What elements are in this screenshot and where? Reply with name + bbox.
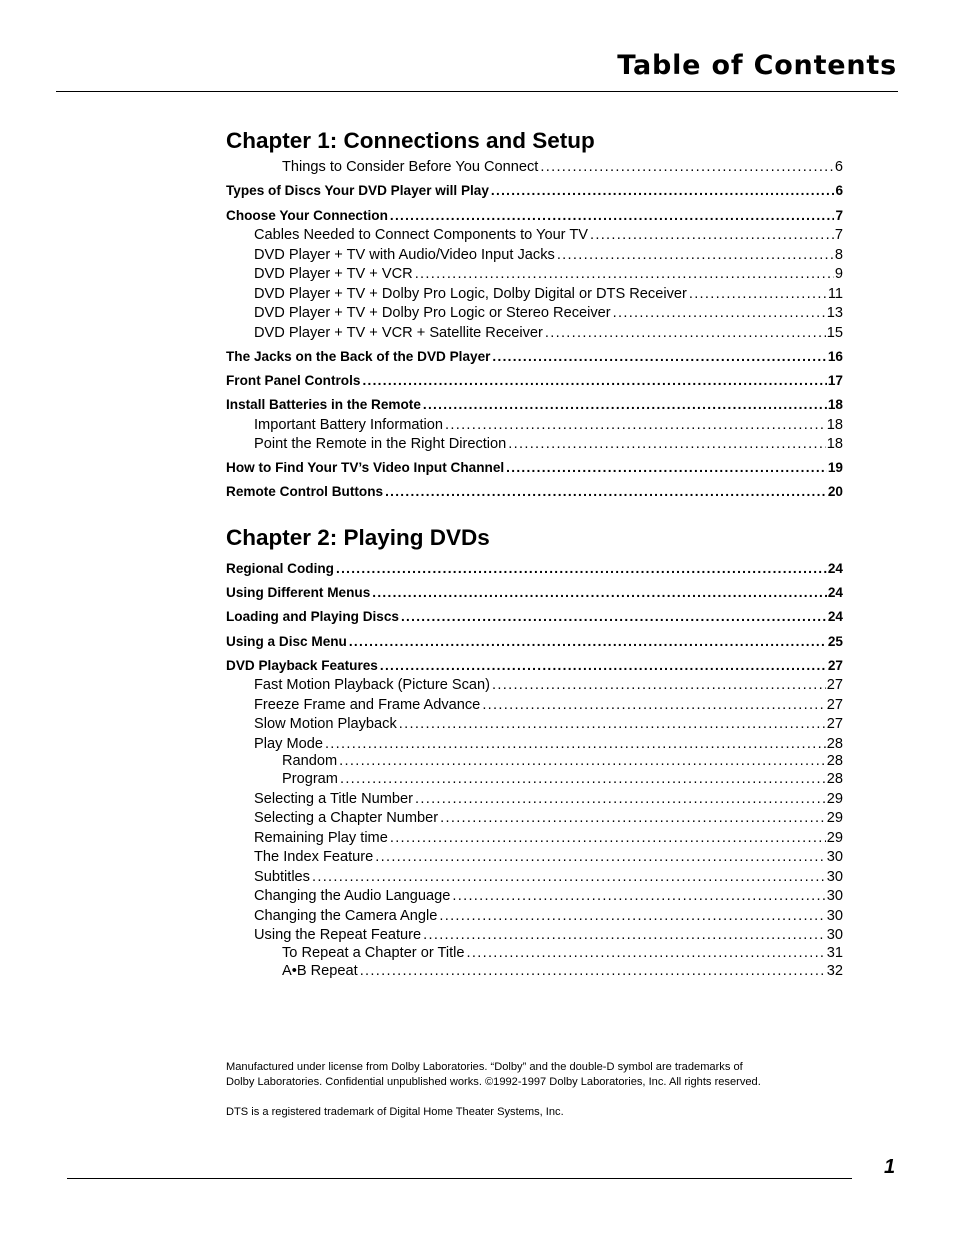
toc-entry[interactable] [254, 790, 843, 808]
toc-entry-title: Remote Control Buttons [226, 484, 384, 499]
toc-entry-page: 30 [826, 927, 843, 943]
toc-entry[interactable] [226, 608, 843, 626]
chapter-1-heading: Chapter 1: Connections and Setup [226, 128, 595, 153]
toc-entry-page: 31 [826, 945, 843, 961]
toc-entry[interactable] [254, 887, 843, 905]
leader-dots [372, 584, 827, 602]
toc-entry-title: Slow Motion Playback [254, 716, 397, 732]
toc-entry-page: 18 [826, 417, 843, 433]
toc-entry-page: 24 [827, 561, 843, 576]
toc-entry[interactable] [254, 285, 843, 303]
leader-dots [390, 207, 835, 225]
toc-entry-title: Random [282, 753, 338, 769]
toc-entry-title: Point the Remote in the Right Direction [254, 436, 507, 452]
toc-entry[interactable] [254, 265, 843, 283]
toc-entry-title: Front Panel Controls [226, 373, 361, 388]
toc-entry[interactable] [226, 584, 843, 602]
title-rule [56, 91, 898, 92]
leader-dots [439, 907, 825, 925]
toc-entry[interactable] [226, 633, 843, 651]
toc-entry[interactable] [226, 657, 843, 675]
leader-dots [590, 226, 834, 244]
toc-entry-page: 29 [826, 830, 843, 846]
dolby-notice-line-1: Manufactured under license from Dolby Laboratories. “Dolby” and the double-D symbol are trademarks of [226, 1061, 743, 1073]
leader-dots [545, 324, 826, 342]
toc-entry[interactable] [254, 809, 843, 827]
toc-entry-title: Selecting a Chapter Number [254, 810, 439, 826]
toc-entry[interactable] [226, 348, 843, 366]
leader-dots [401, 608, 827, 626]
toc-entry[interactable] [254, 907, 843, 925]
toc-entry-title: A•B Repeat [282, 963, 358, 979]
toc-entry[interactable] [254, 246, 843, 264]
toc-entry-page: 30 [826, 888, 843, 904]
leader-dots [482, 696, 825, 714]
leader-dots [415, 790, 826, 808]
toc-entry-title: Types of Discs Your DVD Player will Play [226, 183, 489, 198]
toc-entry-page: 7 [834, 227, 843, 243]
toc-entry-title: Fast Motion Playback (Picture Scan) [254, 677, 491, 693]
toc-entry-title: Play Mode [254, 736, 323, 752]
toc-entry-page: 19 [827, 460, 843, 475]
toc-entry-title: Changing the Camera Angle [254, 908, 438, 924]
dolby-notice-line-2: Dolby Laboratories. Confidential unpublished works. ©1992-1997 Dolby Laboratories, Inc. All rights reserved. [226, 1076, 761, 1088]
toc-entry[interactable] [254, 829, 843, 847]
toc-entry-page: 27 [826, 677, 843, 693]
toc-entry[interactable] [254, 676, 843, 694]
toc-entry[interactable] [282, 770, 843, 788]
leader-dots [312, 868, 826, 886]
toc-entry-page: 18 [827, 397, 843, 412]
leader-dots [540, 158, 834, 176]
leader-dots [390, 829, 826, 847]
toc-entry-title: Selecting a Title Number [254, 791, 413, 807]
toc-entry-page: 25 [827, 634, 843, 649]
leader-dots [423, 926, 826, 944]
toc-entry-page: 6 [834, 159, 843, 175]
toc-entry-title: DVD Player + TV + Dolby Pro Logic or Stereo Receiver [254, 305, 611, 321]
leader-dots [467, 944, 826, 962]
toc-entry[interactable] [282, 962, 843, 980]
toc-entry-title: How to Find Your TV’s Video Input Channel [226, 460, 505, 475]
toc-entry-title: Remaining Play time [254, 830, 388, 846]
leader-dots [362, 372, 826, 390]
toc-entry[interactable] [254, 926, 843, 944]
toc-entry-title: Important Battery Information [254, 417, 443, 433]
leader-dots [385, 483, 827, 501]
toc-entry[interactable] [226, 560, 843, 578]
toc-entry[interactable] [254, 696, 843, 714]
toc-entry[interactable] [282, 158, 843, 176]
toc-entry-page: 29 [826, 810, 843, 826]
leader-dots [423, 396, 827, 414]
leader-dots [452, 887, 825, 905]
toc-entry-page: 18 [826, 436, 843, 452]
leader-dots [349, 633, 827, 651]
toc-entry-page: 27 [827, 658, 843, 673]
toc-entry[interactable] [254, 324, 843, 342]
toc-entry[interactable] [254, 715, 843, 733]
toc-entry-title: Freeze Frame and Frame Advance [254, 697, 481, 713]
toc-entry-title: The Jacks on the Back of the DVD Player [226, 349, 491, 364]
toc-entry-page: 28 [826, 736, 843, 752]
page-number: 1 [884, 1156, 896, 1178]
toc-entry[interactable] [254, 735, 843, 753]
toc-entry-page: 20 [827, 484, 843, 499]
leader-dots [613, 304, 826, 322]
leader-dots [508, 435, 825, 453]
toc-entry[interactable] [226, 372, 843, 390]
leader-dots [339, 752, 826, 770]
toc-entry-title: Things to Consider Before You Connect [282, 159, 539, 175]
toc-entry[interactable] [254, 304, 843, 322]
toc-entry[interactable] [282, 752, 843, 770]
leader-dots [492, 676, 826, 694]
toc-entry-page: 8 [834, 247, 843, 263]
toc-entry[interactable] [226, 483, 843, 501]
toc-entry-title: Cables Needed to Connect Components to Your TV [254, 227, 588, 243]
toc-entry-title: Using Different Menus [226, 585, 371, 600]
toc-entry-page: 30 [826, 849, 843, 865]
toc-entry-page: 17 [827, 373, 843, 388]
leader-dots [557, 246, 834, 264]
leader-dots [492, 348, 826, 366]
leader-dots [375, 848, 826, 866]
toc-entry-title: DVD Player + TV with Audio/Video Input Jacks [254, 247, 555, 263]
toc-entry-title: The Index Feature [254, 849, 374, 865]
leader-dots [360, 962, 826, 980]
toc-entry-page: 30 [826, 908, 843, 924]
toc-entry[interactable] [226, 396, 843, 414]
leader-dots [336, 560, 827, 578]
toc-entry[interactable] [254, 848, 843, 866]
toc-entry[interactable] [226, 459, 843, 477]
toc-entry-page: 11 [827, 286, 843, 302]
toc-entry[interactable] [226, 182, 843, 200]
toc-entry-title: Loading and Playing Discs [226, 609, 399, 624]
toc-entry[interactable] [254, 435, 843, 453]
leader-dots [399, 715, 826, 733]
toc-entry[interactable] [254, 868, 843, 886]
toc-entry-page: 7 [835, 208, 843, 223]
toc-entry-page: 32 [826, 963, 843, 979]
toc-entry-title: DVD Player + TV + Dolby Pro Logic, Dolby Digital or DTS Receiver [254, 286, 687, 302]
page-title: Table of Contents [617, 50, 897, 81]
toc-entry-page: 27 [826, 716, 843, 732]
toc-entry[interactable] [254, 226, 843, 244]
toc-entry-page: 24 [827, 609, 843, 624]
toc-entry-title: Changing the Audio Language [254, 888, 451, 904]
footer-rule [67, 1178, 852, 1179]
leader-dots [445, 416, 826, 434]
toc-entry-title: DVD Player + TV + VCR + Satellite Receiver [254, 325, 543, 341]
toc-entry-page: 28 [826, 753, 843, 769]
toc-entry-title: DVD Player + TV + VCR [254, 266, 413, 282]
toc-entry-title: To Repeat a Chapter or Title [282, 945, 465, 961]
dts-notice: DTS is a registered trademark of Digital Home Theater Systems, Inc. [226, 1106, 564, 1118]
toc-entry-page: 27 [826, 697, 843, 713]
toc-entry-page: 9 [834, 266, 843, 282]
toc-entry-page: 30 [826, 869, 843, 885]
toc-entry-title: Using the Repeat Feature [254, 927, 422, 943]
chapter-2-heading: Chapter 2: Playing DVDs [226, 525, 490, 550]
toc-entry[interactable] [226, 207, 843, 225]
toc-entry-title: Regional Coding [226, 561, 334, 576]
toc-entry-page: 24 [827, 585, 843, 600]
leader-dots [380, 657, 827, 675]
leader-dots [340, 770, 826, 788]
toc-entry[interactable] [254, 416, 843, 434]
toc-entry-page: 28 [826, 771, 843, 787]
leader-dots [689, 285, 827, 303]
leader-dots [325, 735, 826, 753]
toc-entry-page: 6 [835, 183, 843, 198]
toc-entry-title: Program [282, 771, 338, 787]
leader-dots [491, 182, 835, 200]
toc-entry-page: 29 [826, 791, 843, 807]
toc-entry-title: Choose Your Connection [226, 208, 388, 223]
toc-entry-page: 16 [827, 349, 843, 364]
toc-entry-page: 15 [826, 325, 843, 341]
toc-entry-title: Using a Disc Menu [226, 634, 347, 649]
toc-entry-title: Install Batteries in the Remote [226, 397, 421, 412]
leader-dots [415, 265, 834, 283]
toc-entry[interactable] [282, 944, 843, 962]
leader-dots [506, 459, 827, 477]
toc-entry-title: Subtitles [254, 869, 310, 885]
toc-entry-title: DVD Playback Features [226, 658, 378, 673]
leader-dots [440, 809, 826, 827]
toc-entry-page: 13 [826, 305, 843, 321]
